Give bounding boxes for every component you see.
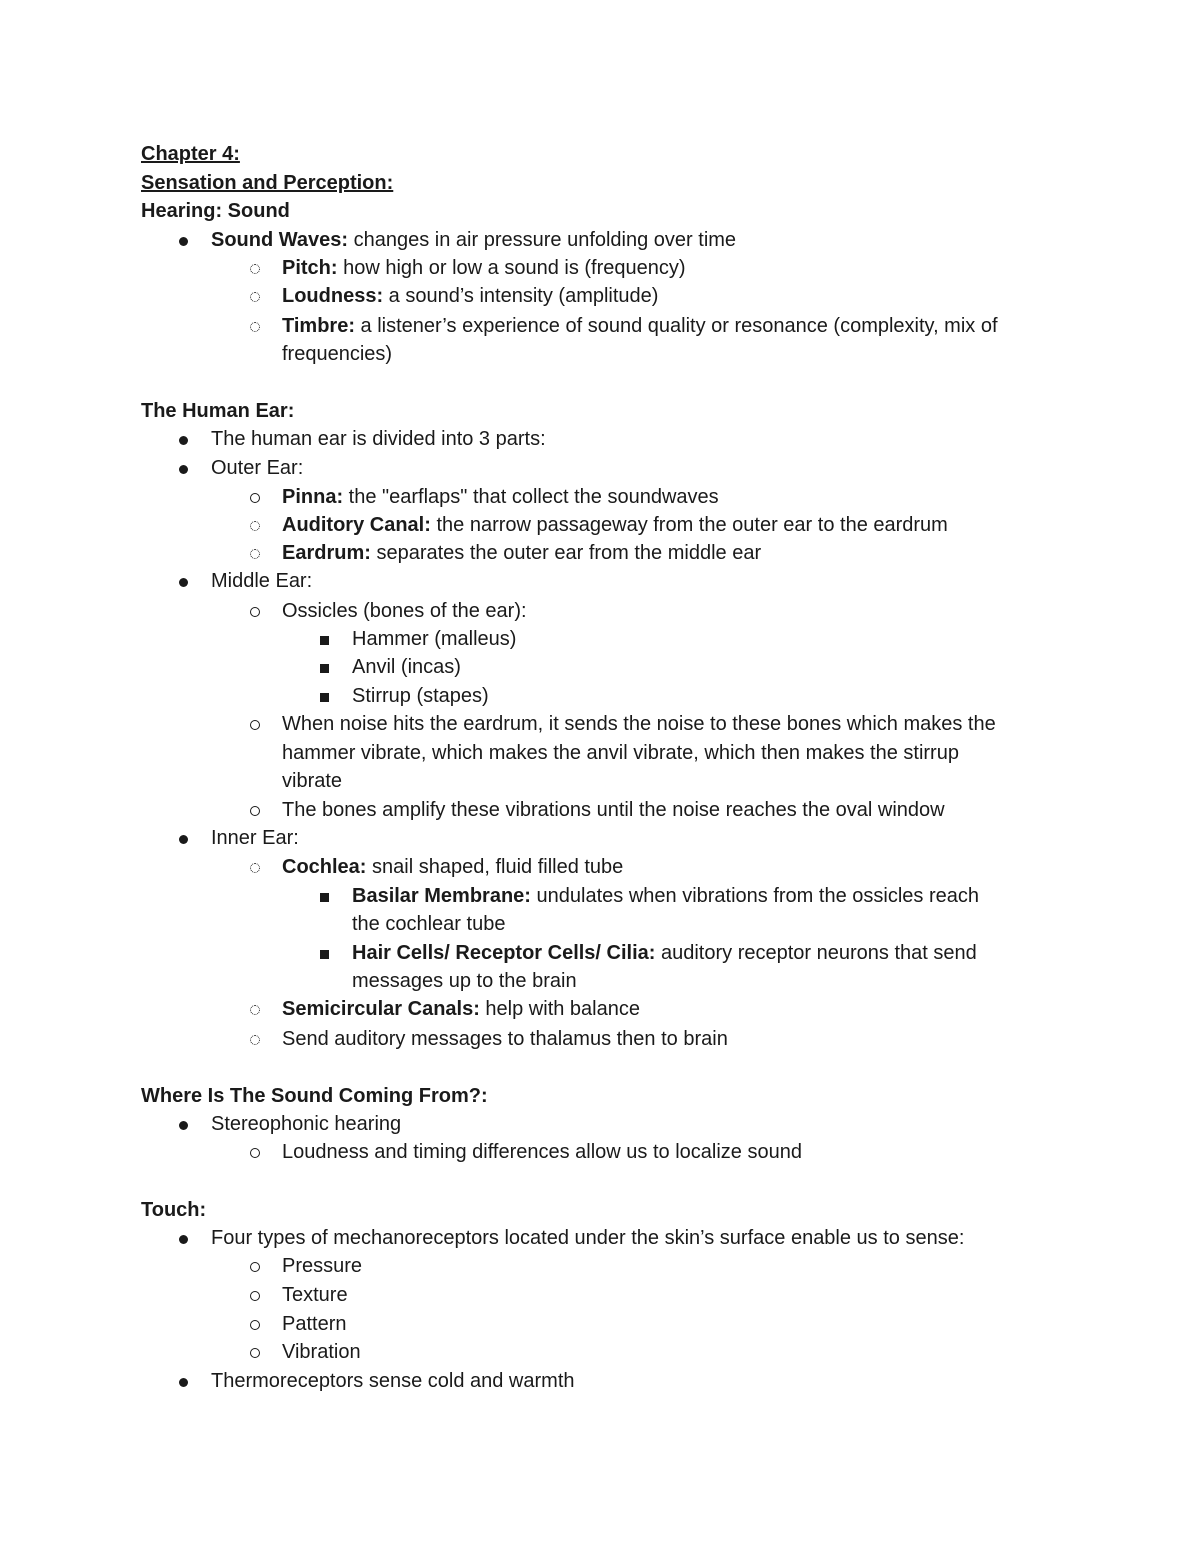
chapter-heading: Chapter 4: xyxy=(141,143,240,165)
bullet-dotted-circle-icon xyxy=(245,995,265,1023)
list-item-continuation: the cochlear tube xyxy=(352,913,506,935)
document-page: Chapter 4: Sensation and Perception: Hearing: Sound Sound Waves: changes in air pressure unfolding over time Pitch: how high or low a sound is (frequency) Loudness: a sound’s intensity (amplitude) Timbre: a listener’s experience of sound quality or resonance (complexity, mix of frequencies) The Human Ear: The human ear is divided into 3 parts: Outer Ear: Pinna: the "earflaps" that collect the soundwaves Auditory Canal: the narrow passageway from the outer ear to the eardrum Eardrum: separates the outer ear from the middle ear Middle Ear: Ossicles (bones of the ear): Hammer (malleus) Anvil (incas) Stirrup (stapes) When noise hits the eardrum, it sends the noise to these bones which makes the hammer vibrate, which makes the anvil vibrate, which then makes the stirrup vibrate The bones amplify these vibrations until the noise reaches the oval window Inner Ear: Cochlea: snail shaped, fluid filled tube Basilar Membrane: undulates when vibrations from the ossicles reach the cochlear tube Hair Cells/ Receptor Cells/ Cilia: auditory receptor neurons that send messages up to the brain Semicircular Canals: help with balance Send auditory messages to thalamus then to brain Where Is The Sound Coming From?: Stereophonic hearing Loudness and timing differences allow us to localize sound Touch: Four types of mechanoreceptors located under the skin’s surface enable us to sense: Pressure Texture Pattern Vibration Thermoreceptors sense cold and warmth xyxy=(0,0,1200,1553)
list-item-continuation: hammer vibrate, which makes the anvil vibrate, which then makes the stirrup xyxy=(282,742,959,764)
bullet-dotted-circle-icon xyxy=(245,282,265,310)
list-item-continuation: messages up to the brain xyxy=(352,970,577,992)
bullet-disc-icon xyxy=(173,1224,193,1252)
bullet-dotted-circle-icon xyxy=(245,511,265,539)
bullet-square-icon xyxy=(314,882,334,910)
bullet-circle-icon xyxy=(245,1338,265,1366)
bullet-disc-icon xyxy=(173,454,193,482)
human-ear-heading: The Human Ear: xyxy=(141,400,295,422)
bullet-circle-icon xyxy=(245,483,265,511)
list-item-continuation: frequencies) xyxy=(282,343,393,365)
bullet-disc-icon xyxy=(173,425,193,453)
bullet-circle-icon xyxy=(245,1138,265,1166)
bullet-circle-icon xyxy=(245,1252,265,1280)
bullet-square-icon xyxy=(314,625,334,653)
bullet-dotted-circle-icon xyxy=(245,539,265,567)
bullet-disc-icon xyxy=(173,1110,193,1138)
bullet-square-icon xyxy=(314,939,334,967)
bullet-dotted-circle-icon xyxy=(245,853,265,881)
section-heading: Sensation and Perception: xyxy=(141,172,394,194)
bullet-circle-icon xyxy=(245,597,265,625)
touch-heading: Touch: xyxy=(141,1199,207,1221)
bullet-disc-icon xyxy=(173,226,193,254)
bullet-square-icon xyxy=(314,653,334,681)
bullet-disc-icon xyxy=(173,1367,193,1395)
where-heading: Where Is The Sound Coming From?: xyxy=(141,1085,488,1107)
bullet-dotted-circle-icon xyxy=(245,312,265,340)
list-item-continuation: vibrate xyxy=(282,770,343,792)
bullet-dotted-circle-icon xyxy=(245,1025,265,1053)
bullet-disc-icon xyxy=(173,824,193,852)
bullet-disc-icon xyxy=(173,567,193,595)
bullet-circle-icon xyxy=(245,710,265,738)
hearing-heading: Hearing: Sound xyxy=(141,200,290,222)
bullet-circle-icon xyxy=(245,1281,265,1309)
bullet-square-icon xyxy=(314,682,334,710)
bullet-circle-icon xyxy=(245,796,265,824)
bullet-dotted-circle-icon xyxy=(245,254,265,282)
bullet-circle-icon xyxy=(245,1310,265,1338)
